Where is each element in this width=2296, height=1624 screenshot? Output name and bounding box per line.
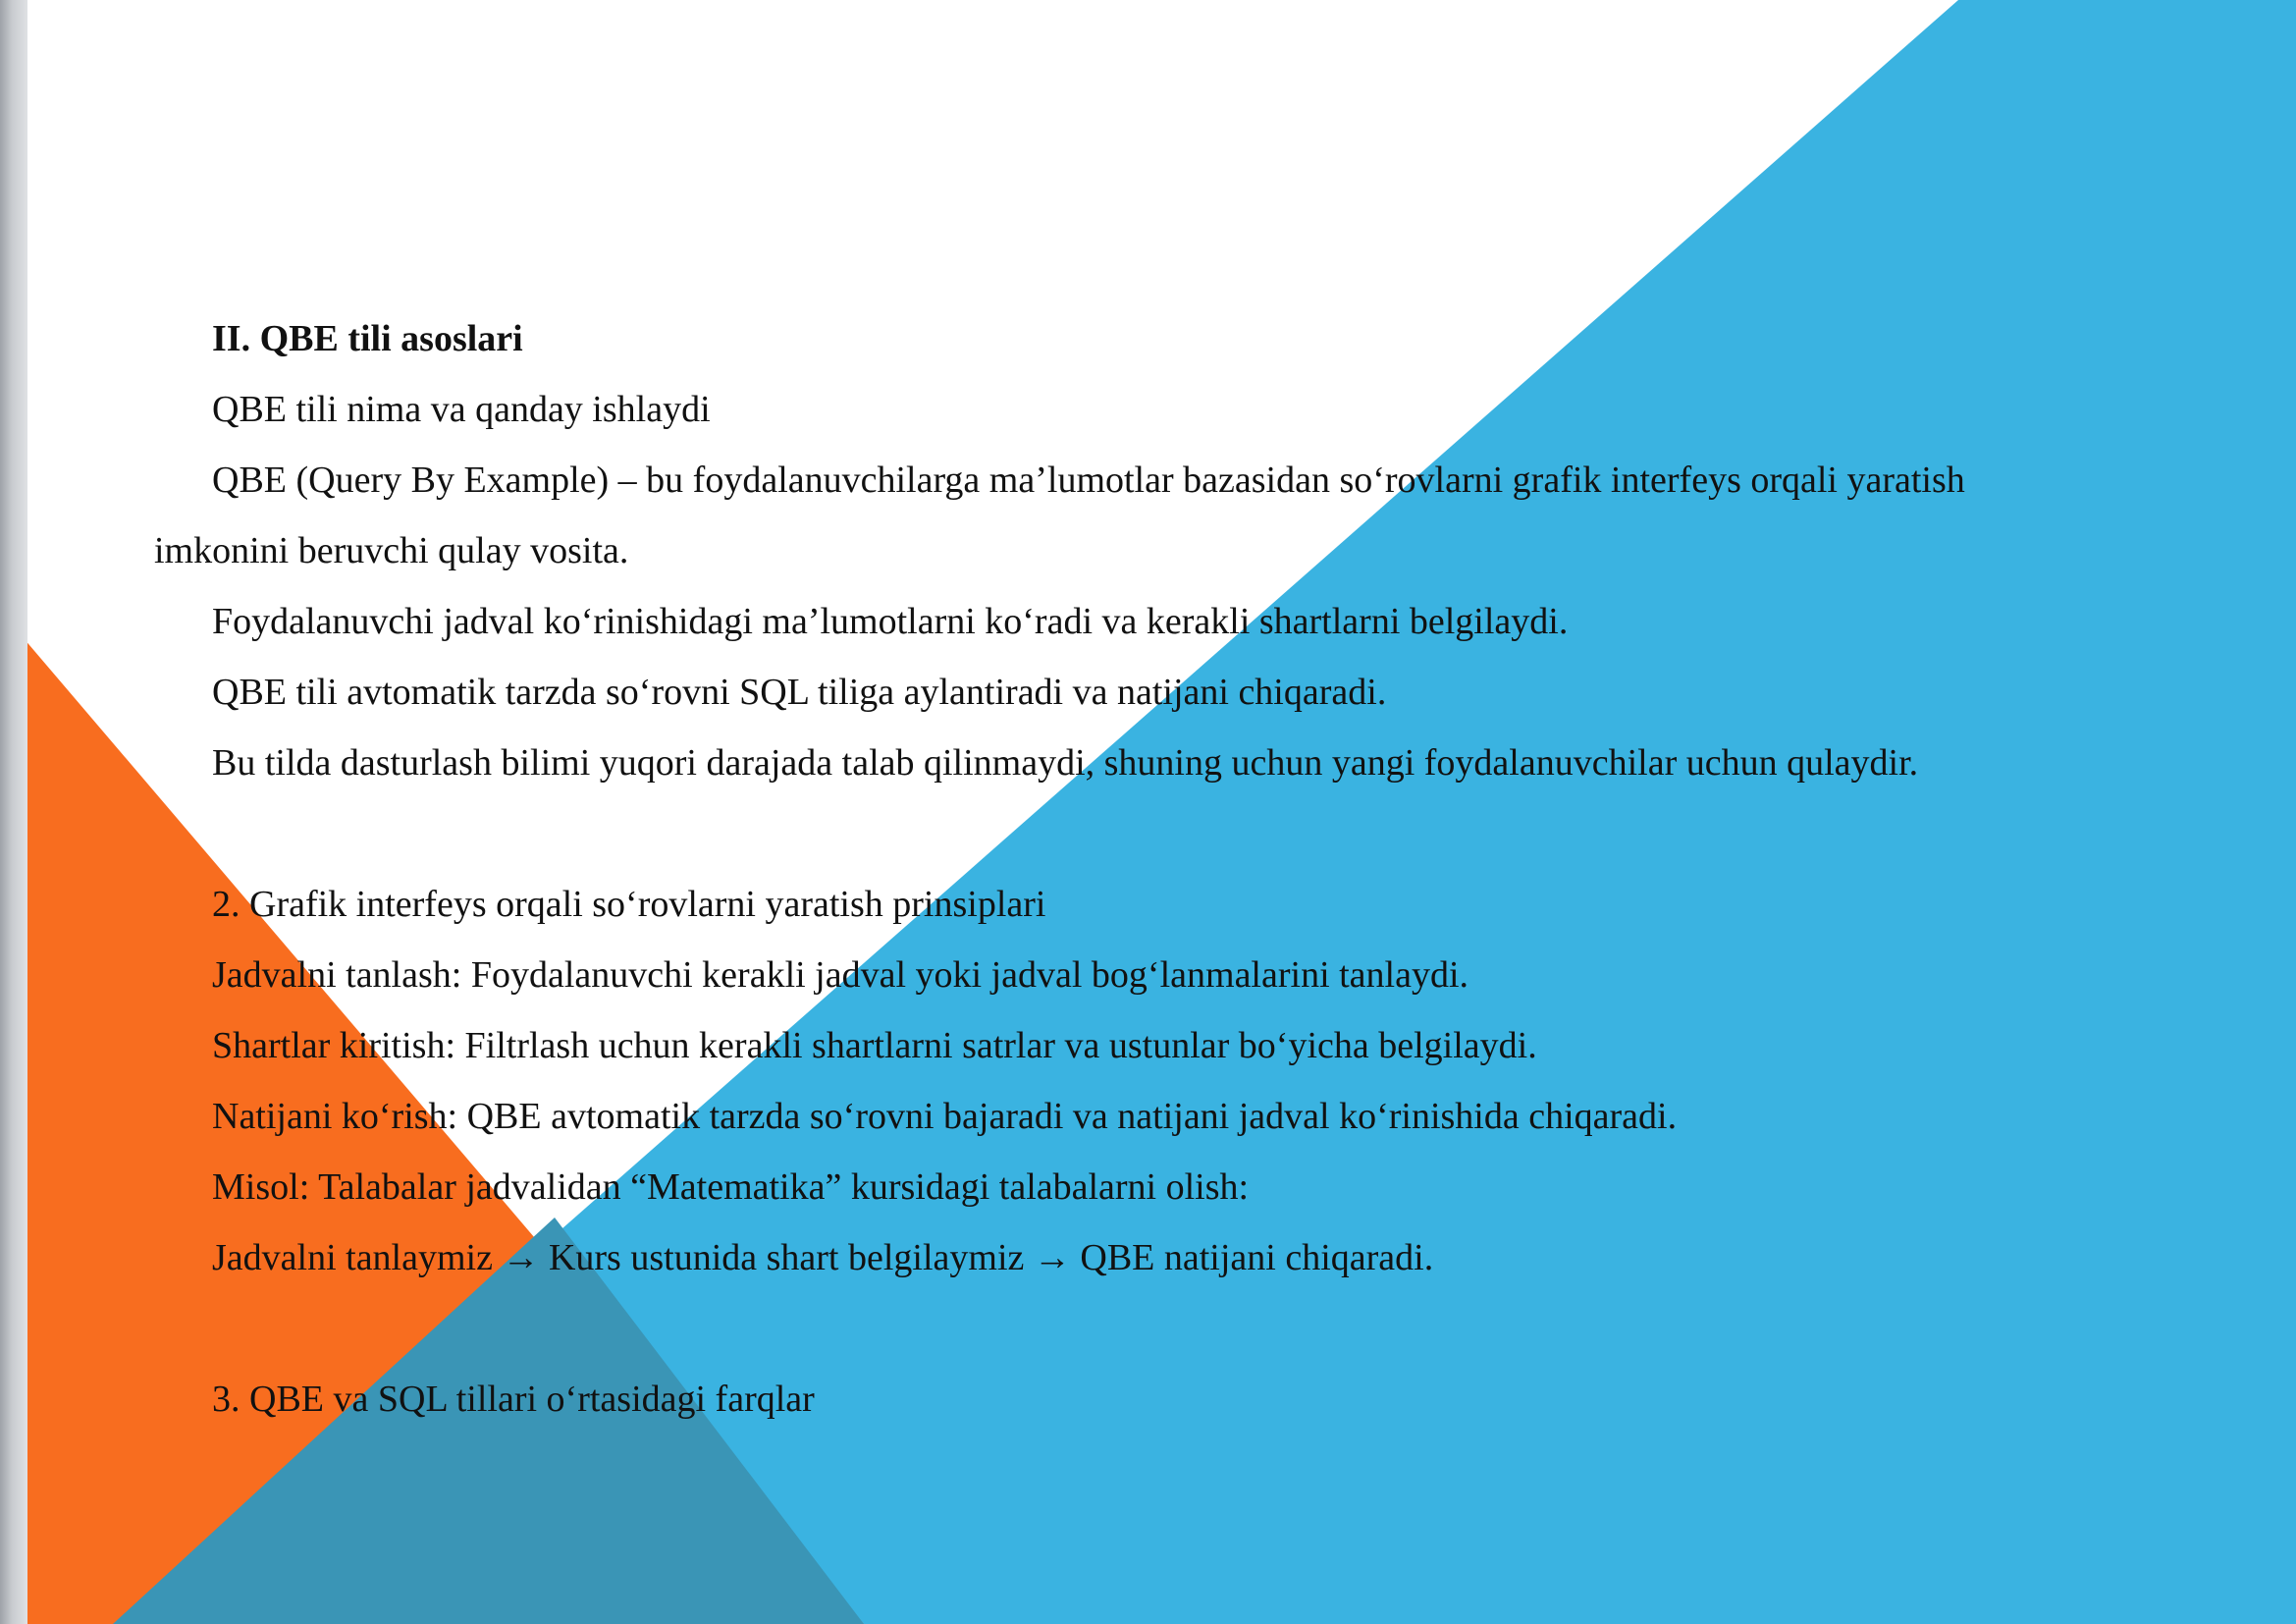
step-conditions: Shartlar kiritish: Filtrlash uchun kerakli shartlarni satrlar va ustunlar bo‘yicha belgilaydi.: [212, 1025, 1537, 1066]
example-steps: Jadvalni tanlaymiz → Kurs ustunida shart belgilaymiz → QBE natijani chiqaradi.: [212, 1237, 1434, 1278]
paragraph-definition-line-1: QBE (Query By Example) – bu foydalanuvchilarga ma’lumotlar bazasidan so‘rovlarni grafik interfeys orqali yaratish: [212, 460, 1965, 501]
step-table-selection: Jadvalni tanlash: Foydalanuvchi kerakli jadval yoki jadval bog‘lanmalarini tanlaydi.: [212, 954, 1469, 996]
section-heading: II. QBE tili asoslari: [212, 318, 523, 359]
step-result-view: Natijani ko‘rish: QBE avtomatik tarzda so‘rovni bajaradi va natijani jadval ko‘rinishida chiqaradi.: [212, 1096, 1678, 1137]
paragraph-ease-of-use: Bu tilda dasturlash bilimi yuqori darajada talab qilinmaydi, shuning uchun yangi foydalanuvchilar uchun qulaydir.: [212, 742, 1919, 784]
paragraph-sql-conversion: QBE tili avtomatik tarzda so‘rovni SQL tiliga aylantiradi va natijani chiqaradi.: [212, 672, 1387, 713]
subheading-qbe-what: QBE tili nima va qanday ishlaydi: [212, 389, 711, 430]
subheading-qbe-vs-sql: 3. QBE va SQL tillari o‘rtasidagi farqlar: [212, 1379, 815, 1420]
example-intro: Misol: Talabalar jadvalidan “Matematika” kursidagi talabalarni olish:: [212, 1166, 1250, 1208]
paragraph-user-view: Foydalanuvchi jadval ko‘rinishidagi ma’lumotlarni ko‘radi va kerakli shartlarni belgilaydi.: [212, 601, 1569, 642]
paragraph-definition-line-2: imkonini beruvchi qulay vosita.: [154, 530, 629, 571]
subheading-gui-principles: 2. Grafik interfeys orqali so‘rovlarni yaratish prinsiplari: [212, 884, 1046, 925]
